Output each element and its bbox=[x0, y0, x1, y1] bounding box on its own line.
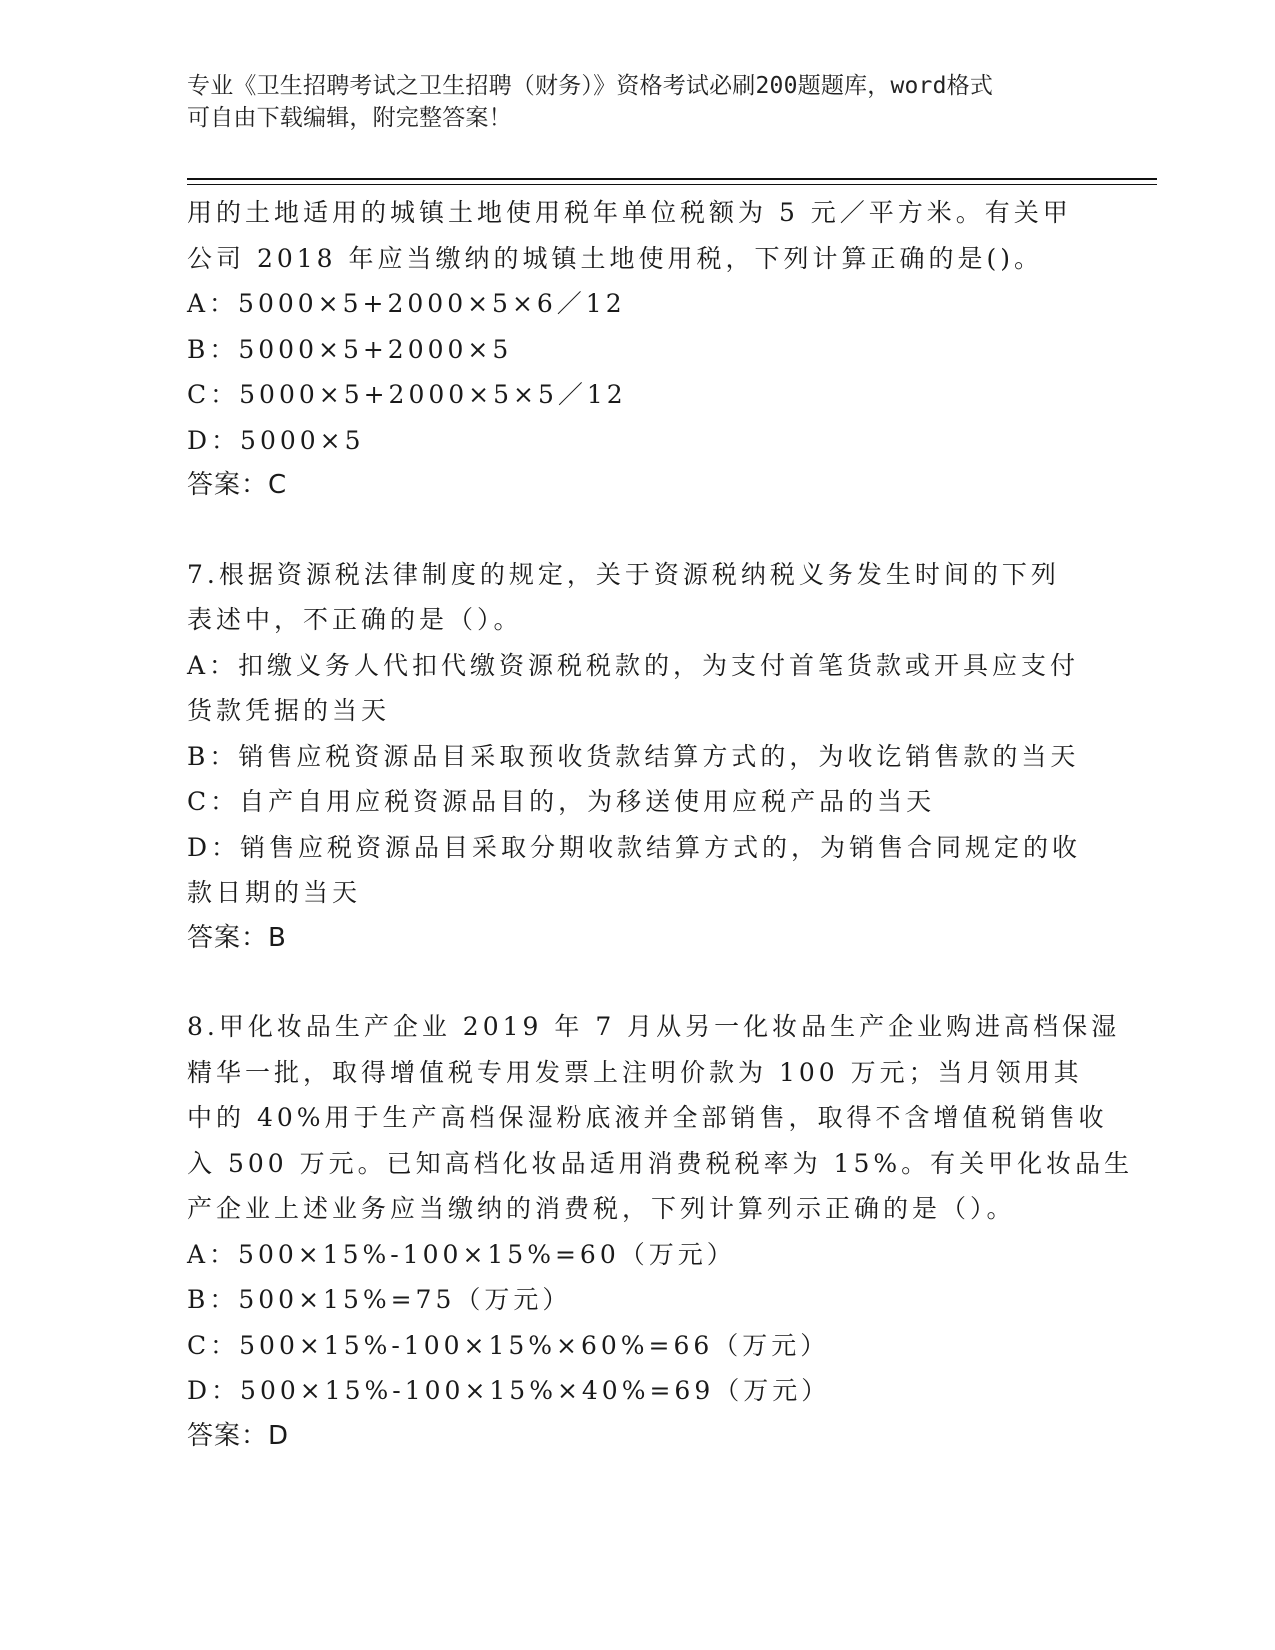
question-stem-line: 公司 2018 年应当缴纳的城镇土地使用税，下列计算正确的是()。 bbox=[187, 243, 1044, 273]
question-stem-line: 8.甲化妆品生产企业 2019 年 7 月从另一化妆品生产企业购进高档保湿 bbox=[187, 1012, 1121, 1041]
page-header bbox=[187, 70, 1087, 134]
question-stem-line: 表述中，不正确的是（）。 bbox=[187, 605, 523, 634]
option-d: D：5000×5 bbox=[187, 425, 365, 455]
question-content bbox=[187, 190, 1134, 1459]
option-c: C：5000×5+2000×5×5／12 bbox=[187, 380, 627, 409]
option-d: D：销售应税资源品目采取分期收款结算方式的，为销售合同规定的收 bbox=[187, 832, 1082, 862]
question-7 bbox=[187, 552, 1087, 962]
question-spacer bbox=[187, 509, 1087, 552]
option-c: C：500×15%-100×15%×60%=66（万元） bbox=[187, 1330, 830, 1360]
question-6 bbox=[187, 190, 1087, 509]
answer-label: 答案：D bbox=[187, 1420, 290, 1451]
question-8 bbox=[187, 1004, 1134, 1459]
question-stem-line: 精华一批，取得增值税专用发票上注明价款为 100 万元；当月领用其 bbox=[187, 1057, 1083, 1087]
question-stem-line: 产企业上述业务应当缴纳的消费税，下列计算列示正确的是（）。 bbox=[187, 1194, 1016, 1223]
header-title-line-2: 可自由下载编辑，附完整答案！ bbox=[187, 105, 512, 131]
header-title-line-1: 专业《卫生招聘考试之卫生招聘（财务）》资格考试必刷200题题库，word格式 bbox=[187, 73, 994, 99]
header-divider-thick bbox=[187, 178, 1157, 180]
option-a: A：5000×5+2000×5×6／12 bbox=[187, 289, 626, 318]
option-d-continued: 款日期的当天 bbox=[187, 878, 362, 907]
question-spacer bbox=[187, 961, 1087, 1004]
answer-label: 答案：B bbox=[187, 922, 287, 953]
question-stem-line: 用的土地适用的城镇土地使用税年单位税额为 5 元／平方米。有关甲 bbox=[187, 198, 1072, 227]
option-a: A：扣缴义务人代扣代缴资源税税款的，为支付首笔货款或开具应支付 bbox=[187, 650, 1080, 680]
option-b: B：5000×5+2000×5 bbox=[187, 334, 513, 364]
option-a-continued: 货款凭据的当天 bbox=[187, 696, 391, 725]
answer-label: 答案：C bbox=[187, 470, 288, 500]
header-divider-thin bbox=[187, 184, 1157, 185]
question-stem-line: 7.根据资源税法律制度的规定，关于资源税纳税义务发生时间的下列 bbox=[187, 559, 1060, 589]
option-b: B：销售应税资源品目采取预收货款结算方式的，为收讫销售款的当天 bbox=[187, 741, 1080, 771]
question-stem-line: 中的 40%用于生产高档保湿粉底液并全部销售，取得不含增值税销售收 bbox=[187, 1103, 1108, 1132]
question-stem-line: 入 500 万元。已知高档化妆品适用消费税税率为 15%。有关甲化妆品生 bbox=[187, 1148, 1134, 1178]
option-b: B：500×15%=75（万元） bbox=[187, 1285, 572, 1314]
option-c: C：自产自用应税资源品目的，为移送使用应税产品的当天 bbox=[187, 787, 936, 816]
option-d: D：500×15%-100×15%×40%=69（万元） bbox=[187, 1376, 831, 1405]
option-a: A：500×15%-100×15%=60（万元） bbox=[187, 1239, 736, 1269]
